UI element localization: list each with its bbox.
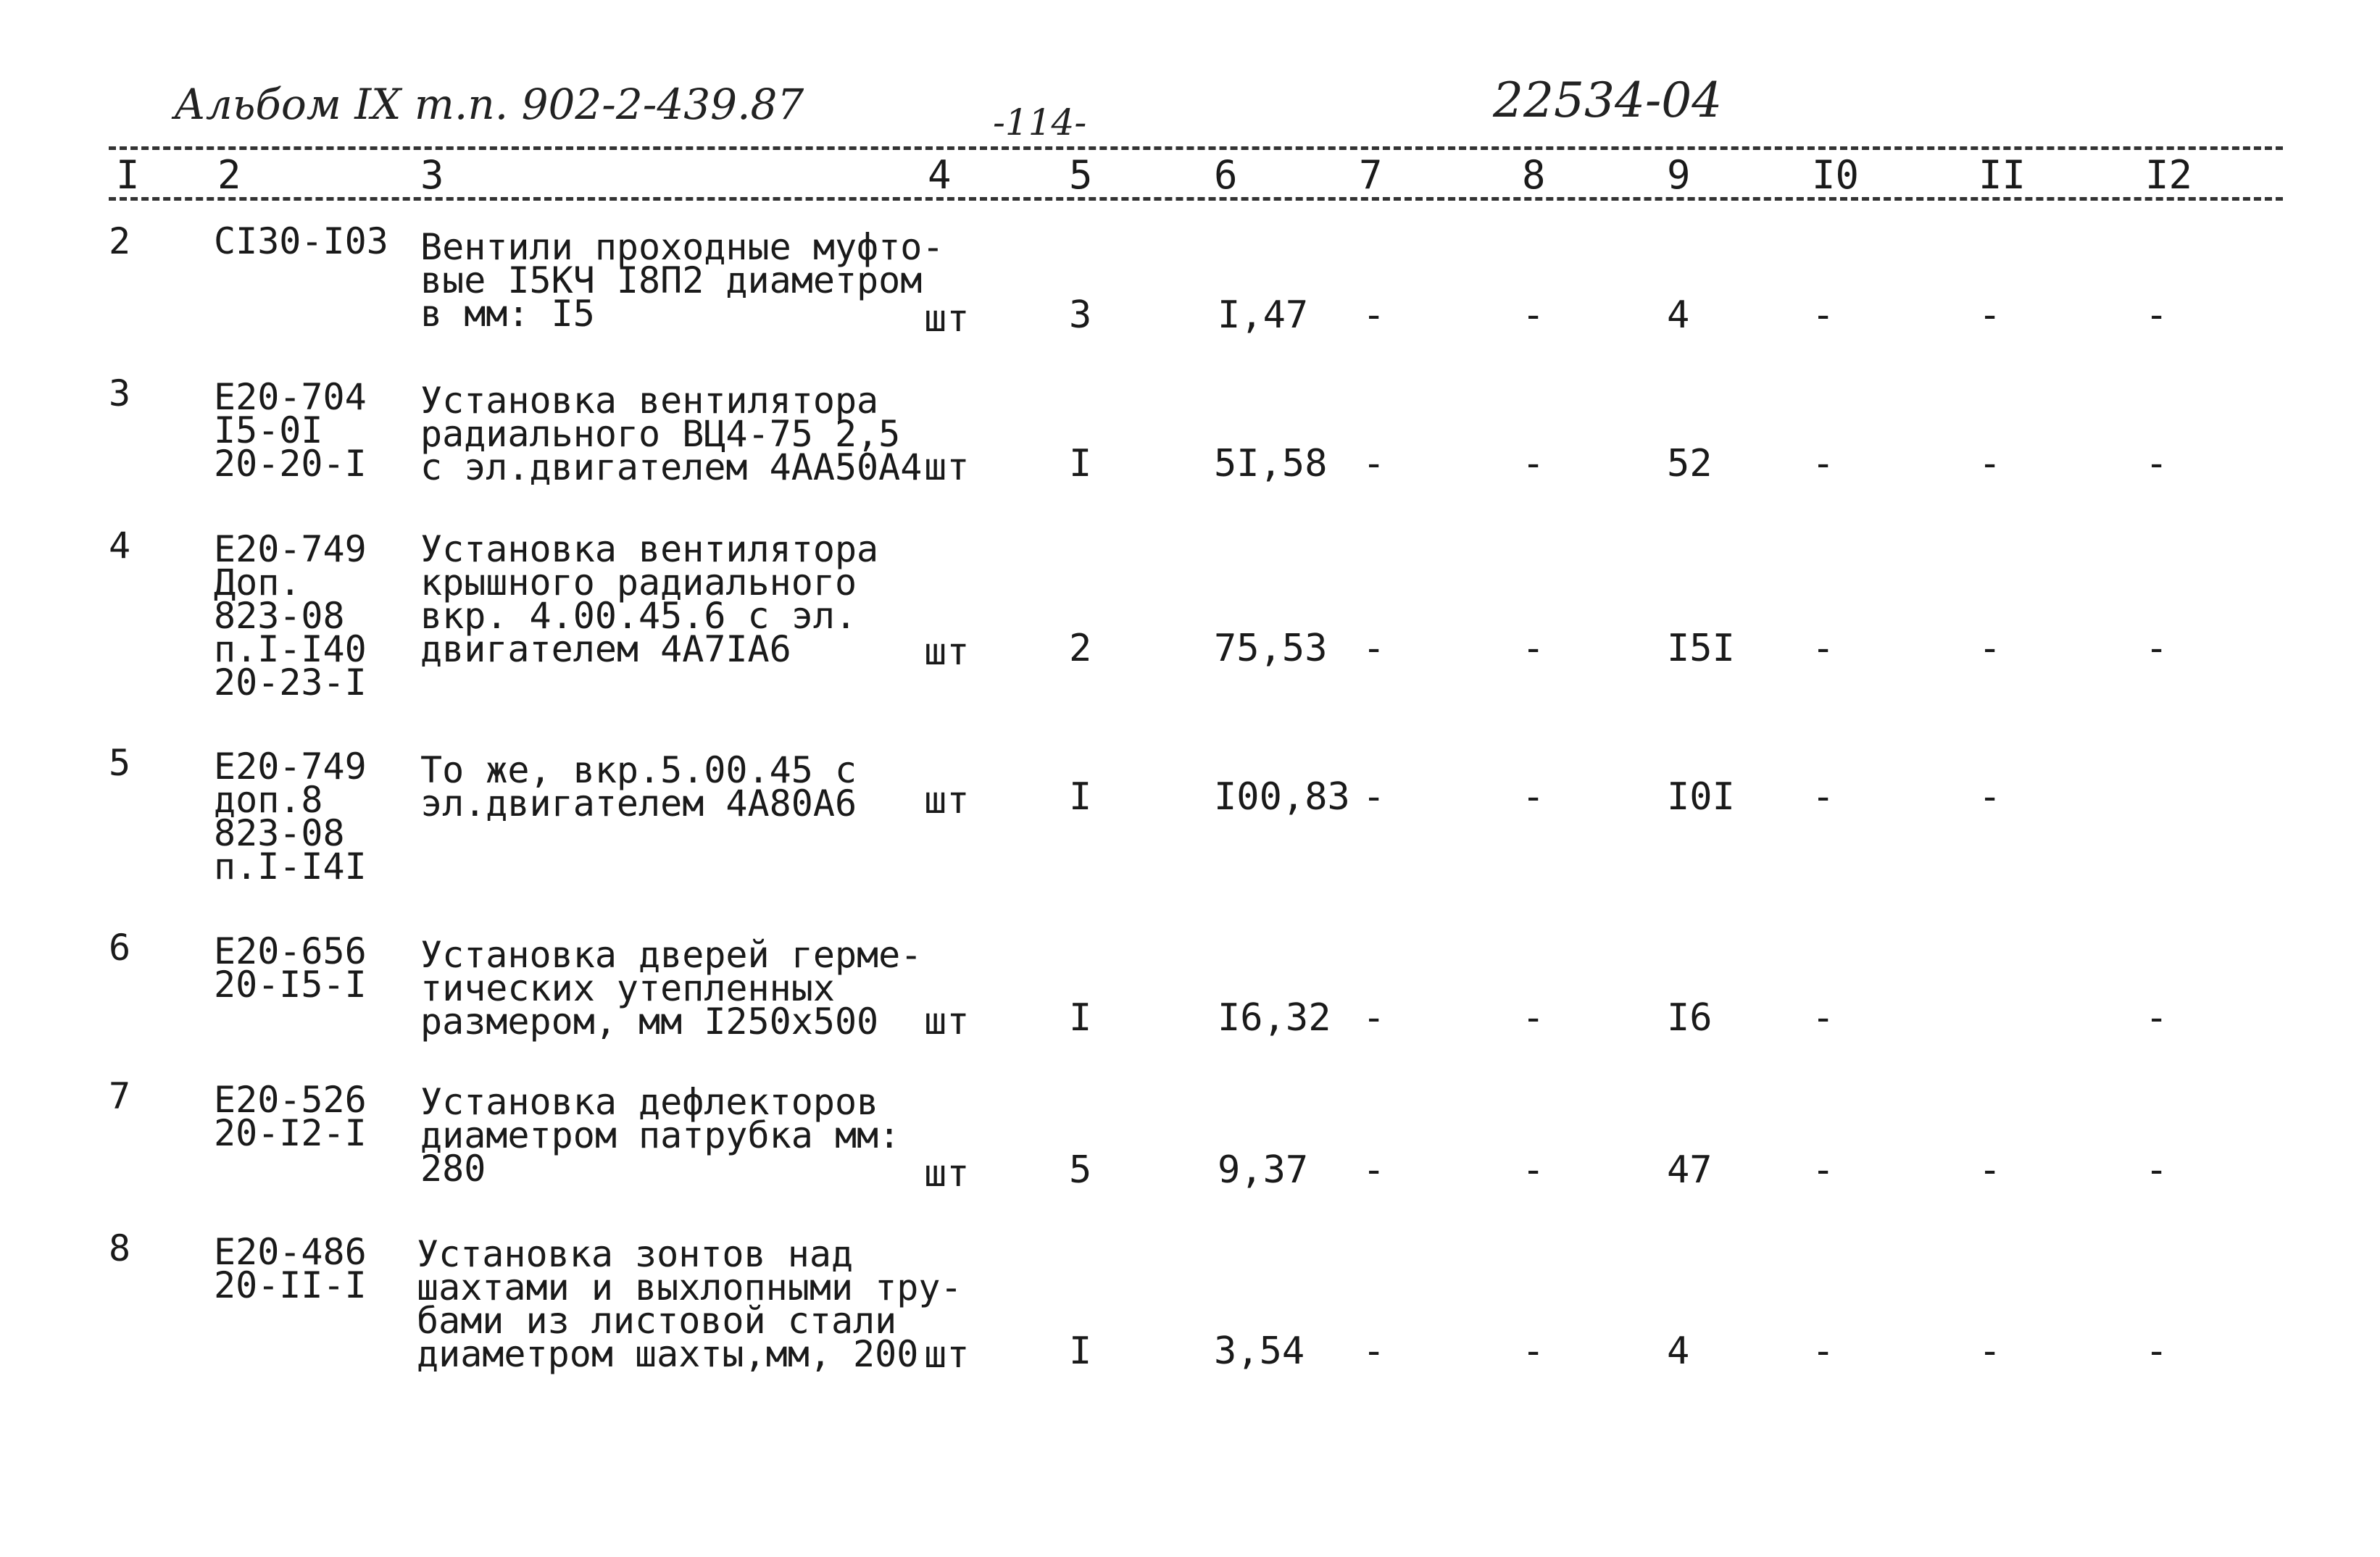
quantity: I — [1069, 1329, 1092, 1373]
col8-value: - — [1522, 293, 1545, 337]
quantity: I — [1069, 996, 1092, 1040]
col8-value: - — [1522, 627, 1545, 670]
col8-value: - — [1522, 996, 1545, 1040]
col6-value: 5I,58 — [1214, 442, 1328, 485]
col6-value: 75,53 — [1214, 627, 1328, 670]
work-description: Установка зонтов над шахтами и выхлопными тру- бами из листовой стали диаметром шахты,мм, 200 — [417, 1233, 962, 1375]
quantity: I — [1069, 442, 1092, 485]
col9-value: 47 — [1667, 1148, 1713, 1192]
norm-code: E20-749 Доп. 823-08 п.I-I40 20-23-I — [214, 528, 367, 704]
album-reference: Альбом IX т.п. 902-2-439.87 — [174, 80, 804, 129]
norm-code: E20-656 20-I5-I — [214, 930, 367, 1006]
column-header: 4 — [928, 152, 952, 198]
col7-value: - — [1362, 996, 1386, 1040]
norm-code: CI30-I03 — [214, 220, 388, 262]
col9-value: 4 — [1667, 1329, 1690, 1373]
work-description: Вентили проходные муфто- вые I5КЧ I8П2 диаметром в мм: I5 — [420, 226, 944, 335]
col12-value: - — [2145, 293, 2168, 337]
col10-value: - — [1812, 442, 1835, 485]
col10-value: - — [1812, 1329, 1835, 1373]
col11-value: - — [1979, 293, 2002, 337]
col11-value: - — [1979, 1148, 2002, 1192]
col9-value: 4 — [1667, 293, 1690, 337]
col10-value: - — [1812, 293, 1835, 337]
column-header: 3 — [420, 152, 444, 198]
col7-value: - — [1362, 1329, 1386, 1373]
col12-value: - — [2145, 1148, 2168, 1192]
row-number: 2 — [109, 220, 131, 262]
unit: шт — [924, 1333, 970, 1377]
norm-code: E20-526 20-I2-I — [214, 1079, 367, 1154]
col7-value: - — [1362, 442, 1386, 485]
unit: шт — [924, 779, 970, 822]
quantity: 5 — [1069, 1148, 1092, 1192]
work-description: Установка вентилятора радиального ВЦ4-75 2,5 с эл.двигателем 4АА50А4 — [420, 380, 923, 488]
unit: шт — [924, 630, 970, 674]
col12-value: - — [2145, 996, 2168, 1040]
unit: шт — [924, 446, 970, 489]
unit: шт — [924, 1152, 970, 1195]
row-number: 3 — [109, 372, 131, 414]
col8-value: - — [1522, 1148, 1545, 1192]
row-number: 4 — [109, 525, 131, 567]
row-number: 6 — [109, 927, 131, 969]
col6-value: I00,83 — [1214, 775, 1350, 819]
column-header: I2 — [2145, 152, 2193, 198]
row-number: 5 — [109, 742, 131, 784]
column-header: 2 — [217, 152, 241, 198]
column-header: 6 — [1214, 152, 1238, 198]
header-top-rule — [109, 146, 2283, 150]
col8-value: - — [1522, 442, 1545, 485]
col10-value: - — [1812, 996, 1835, 1040]
col6-value: I6,32 — [1218, 996, 1331, 1040]
norm-code: E20-749 доп.8 823-08 п.I-I4I — [214, 746, 367, 888]
col11-value: - — [1979, 442, 2002, 485]
col8-value: - — [1522, 1329, 1545, 1373]
unit: шт — [924, 1000, 970, 1043]
col8-value: - — [1522, 775, 1545, 819]
work-description: Установка дефлекторов диаметром патрубка мм: 280 — [420, 1081, 901, 1190]
work-description: Установка дверей герме- тических утепленных размером, мм I250x500 — [420, 934, 923, 1043]
col7-value: - — [1362, 1148, 1386, 1192]
col10-value: - — [1812, 1148, 1835, 1192]
col12-value: - — [2145, 442, 2168, 485]
col12-value: - — [2145, 627, 2168, 670]
column-header: 5 — [1069, 152, 1093, 198]
row-number: 7 — [109, 1075, 131, 1117]
col9-value: I5I — [1667, 627, 1735, 670]
col9-value: I6 — [1667, 996, 1713, 1040]
work-description: Установка вентилятора крышного радиального вкр. 4.00.45.6 с эл. двигателем 4А7IА6 — [420, 528, 879, 670]
col9-value: 52 — [1667, 442, 1713, 485]
column-header: 9 — [1667, 152, 1691, 198]
col6-value: I,47 — [1218, 293, 1309, 337]
quantity: I — [1069, 775, 1092, 819]
work-description: То же, вкр.5.00.45 с эл.двигателем 4А80А6 — [420, 749, 857, 825]
column-header: I0 — [1812, 152, 1860, 198]
column-header: 8 — [1522, 152, 1546, 198]
quantity: 2 — [1069, 627, 1092, 670]
col9-value: I0I — [1667, 775, 1735, 819]
document-code: 22534-04 — [1493, 72, 1723, 128]
column-header: II — [1979, 152, 2026, 198]
col11-value: - — [1979, 1329, 2002, 1373]
norm-code: E20-704 I5-0I 20-20-I — [214, 376, 367, 485]
col7-value: - — [1362, 627, 1386, 670]
quantity: 3 — [1069, 293, 1092, 337]
col12-value: - — [2145, 1329, 2168, 1373]
col10-value: - — [1812, 775, 1835, 819]
col11-value: - — [1979, 775, 2002, 819]
col7-value: - — [1362, 293, 1386, 337]
col11-value: - — [1979, 627, 2002, 670]
page-number: -114- — [993, 101, 1087, 143]
norm-code: E20-486 20-II-I — [214, 1231, 367, 1306]
col6-value: 9,37 — [1218, 1148, 1309, 1192]
col7-value: - — [1362, 775, 1386, 819]
col6-value: 3,54 — [1214, 1329, 1305, 1373]
column-header: I — [116, 152, 140, 198]
column-header: 7 — [1359, 152, 1383, 198]
col10-value: - — [1812, 627, 1835, 670]
unit: шт — [924, 297, 970, 341]
row-number: 8 — [109, 1227, 131, 1269]
